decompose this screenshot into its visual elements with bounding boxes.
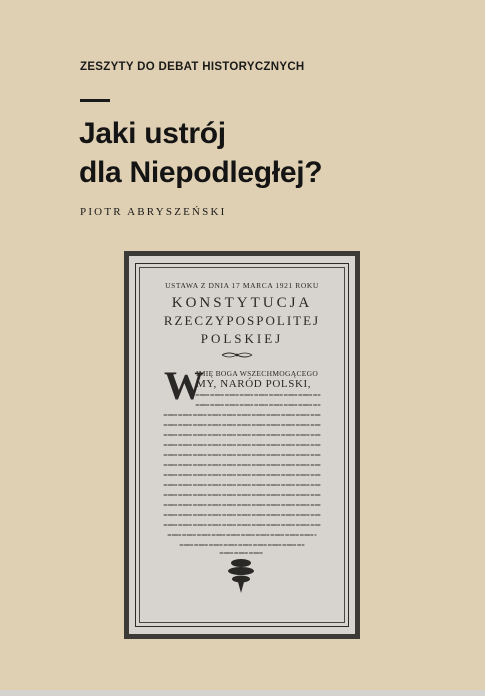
bottom-band bbox=[0, 690, 485, 696]
series-title: ZESZYTY DO DEBAT HISTORYCZNYCH bbox=[80, 61, 305, 73]
preamble-line-2: MY, NARÓD POLSKI, bbox=[196, 378, 312, 390]
title-line-2: dla Niepodległej? bbox=[79, 156, 323, 189]
finial-ornament-icon bbox=[224, 557, 258, 595]
constitution-document-image bbox=[124, 251, 360, 639]
document-heading-republic: RZECZYPOSPOLITEJ bbox=[163, 313, 321, 328]
author-name: PIOTR ABRYSZEŃSKI bbox=[80, 206, 227, 218]
illuminated-initial: W bbox=[164, 363, 204, 408]
title-rule bbox=[80, 99, 110, 102]
document-heading-polish: POLSKIEJ bbox=[200, 331, 284, 346]
document-act-date: USTAWA Z DNIA 17 MARCA 1921 ROKU bbox=[165, 281, 319, 290]
preamble-line-1: IMIĘ BOGA WSZECHMOGĄCEGO bbox=[196, 369, 319, 378]
book-title bbox=[79, 114, 419, 192]
title-line-1: Jaki ustrój bbox=[79, 117, 226, 150]
document-heading-constitution: KONSTYTUCJA bbox=[171, 295, 313, 311]
